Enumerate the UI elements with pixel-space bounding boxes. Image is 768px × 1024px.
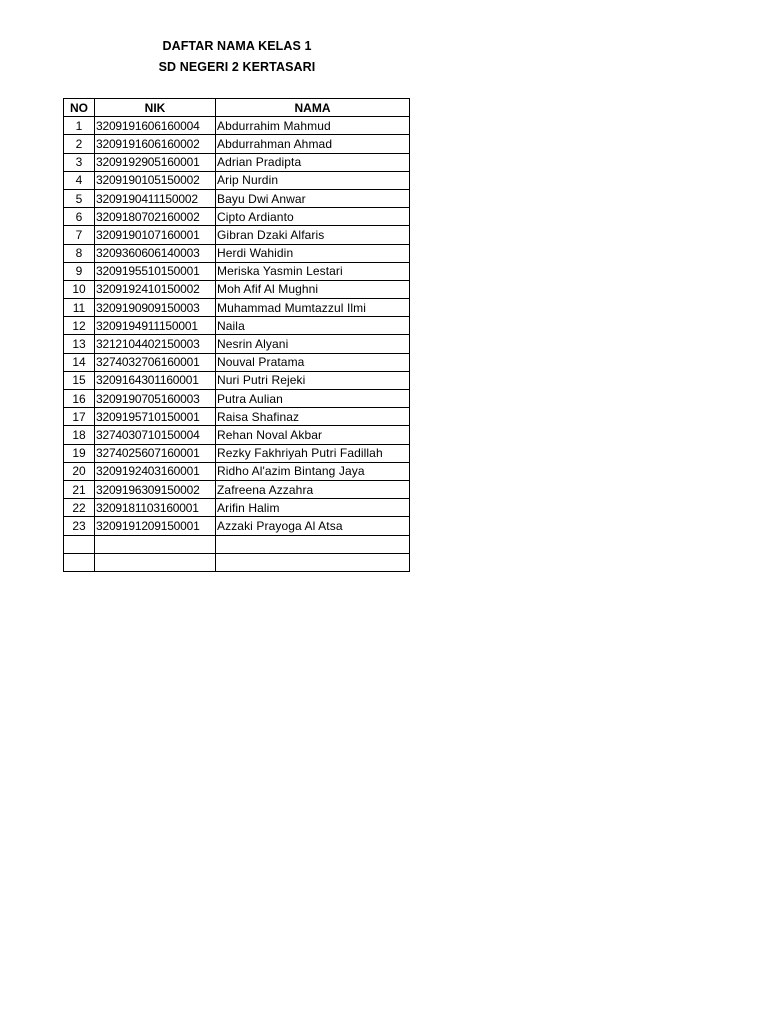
row-number-cell: 17 <box>64 408 95 426</box>
table-row <box>64 408 410 426</box>
nik-cell: 3209360606140003 <box>95 244 216 262</box>
table-row <box>64 208 410 226</box>
table-row <box>64 171 410 189</box>
student-name-cell: Arifin Halim <box>216 499 410 517</box>
student-name-cell: Adrian Pradipta <box>216 153 410 171</box>
table-row <box>64 189 410 207</box>
nik-cell: 3209190411150002 <box>95 189 216 207</box>
student-name-cell: Rehan Noval Akbar <box>216 426 410 444</box>
student-name-cell: Abdurrahman Ahmad <box>216 135 410 153</box>
table-row <box>64 299 410 317</box>
row-number-cell: 23 <box>64 517 95 535</box>
student-name-cell: Zafreena Azzahra <box>216 480 410 498</box>
row-number-cell: 14 <box>64 353 95 371</box>
student-name-cell: Arip Nurdin <box>216 171 410 189</box>
student-name-cell <box>216 553 410 571</box>
row-number-cell: 3 <box>64 153 95 171</box>
row-number-cell: 9 <box>64 262 95 280</box>
column-header-no: NO <box>64 99 95 117</box>
nik-cell: 3209190107160001 <box>95 226 216 244</box>
table-row <box>64 262 410 280</box>
student-name-cell: Muhammad Mumtazzul Ilmi <box>216 299 410 317</box>
table-row <box>64 517 410 535</box>
row-number-cell: 16 <box>64 390 95 408</box>
row-number-cell: 22 <box>64 499 95 517</box>
row-number-cell: 8 <box>64 244 95 262</box>
nik-cell: 3274030710150004 <box>95 426 216 444</box>
student-name-cell: Bayu Dwi Anwar <box>216 189 410 207</box>
row-number-cell <box>64 535 95 553</box>
nik-cell: 3209180702160002 <box>95 208 216 226</box>
column-header-nik: NIK <box>95 99 216 117</box>
nik-cell: 3209191606160004 <box>95 117 216 135</box>
school-name: SD NEGERI 2 KERTASARI <box>158 60 316 74</box>
student-name-cell: Moh Afif Al Mughni <box>216 280 410 298</box>
nik-cell <box>95 553 216 571</box>
row-number-cell: 21 <box>64 480 95 498</box>
row-number-cell: 12 <box>64 317 95 335</box>
table-row <box>64 480 410 498</box>
table-row <box>64 353 410 371</box>
table-row <box>64 226 410 244</box>
student-name-cell: Ridho Al'azim Bintang Jaya <box>216 462 410 480</box>
row-number-cell: 7 <box>64 226 95 244</box>
table-header-row <box>64 99 410 117</box>
table-row <box>64 499 410 517</box>
table-row <box>64 371 410 389</box>
table-row <box>64 153 410 171</box>
row-number-cell: 11 <box>64 299 95 317</box>
nik-cell: 3209195710150001 <box>95 408 216 426</box>
nik-cell: 3209192410150002 <box>95 280 216 298</box>
student-name-cell: Nouval Pratama <box>216 353 410 371</box>
row-number-cell: 2 <box>64 135 95 153</box>
table-row <box>64 244 410 262</box>
student-name-cell: Nesrin Alyani <box>216 335 410 353</box>
student-name-cell: Nuri Putri Rejeki <box>216 371 410 389</box>
row-number-cell: 13 <box>64 335 95 353</box>
row-number-cell: 5 <box>64 189 95 207</box>
nik-cell: 3209190909150003 <box>95 299 216 317</box>
nik-cell: 3209196309150002 <box>95 480 216 498</box>
table-row <box>64 462 410 480</box>
student-name-cell: Putra Aulian <box>216 390 410 408</box>
student-name-cell: Gibran Dzaki Alfaris <box>216 226 410 244</box>
row-number-cell: 6 <box>64 208 95 226</box>
row-number-cell: 20 <box>64 462 95 480</box>
nik-cell: 3209194911150001 <box>95 317 216 335</box>
student-roster-table <box>63 98 410 572</box>
nik-cell: 3209191209150001 <box>95 517 216 535</box>
table-row <box>64 280 410 298</box>
nik-cell: 3212104402150003 <box>95 335 216 353</box>
student-name-cell: Abdurrahim Mahmud <box>216 117 410 135</box>
row-number-cell: 15 <box>64 371 95 389</box>
table-row <box>64 553 410 571</box>
student-name-cell: Raisa Shafinaz <box>216 408 410 426</box>
table-row <box>64 117 410 135</box>
row-number-cell: 18 <box>64 426 95 444</box>
nik-cell: 3209191606160002 <box>95 135 216 153</box>
nik-cell: 3209192403160001 <box>95 462 216 480</box>
nik-cell: 3209190705160003 <box>95 390 216 408</box>
table-body <box>64 117 410 572</box>
document-title: DAFTAR NAMA KELAS 1 <box>162 39 312 53</box>
row-number-cell: 10 <box>64 280 95 298</box>
student-name-cell: Rezky Fakhriyah Putri Fadillah <box>216 444 410 462</box>
nik-cell: 3209192905160001 <box>95 153 216 171</box>
nik-cell: 3209181103160001 <box>95 499 216 517</box>
table-row <box>64 444 410 462</box>
student-name-cell: Meriska Yasmin Lestari <box>216 262 410 280</box>
nik-cell: 3274032706160001 <box>95 353 216 371</box>
student-name-cell: Herdi Wahidin <box>216 244 410 262</box>
student-name-cell: Naila <box>216 317 410 335</box>
table-row <box>64 317 410 335</box>
nik-cell: 3209190105150002 <box>95 171 216 189</box>
student-name-cell <box>216 535 410 553</box>
student-name-cell: Azzaki Prayoga Al Atsa <box>216 517 410 535</box>
table-row <box>64 535 410 553</box>
table-row <box>64 135 410 153</box>
row-number-cell: 19 <box>64 444 95 462</box>
table-row <box>64 390 410 408</box>
table-row <box>64 335 410 353</box>
nik-cell: 3274025607160001 <box>95 444 216 462</box>
nik-cell <box>95 535 216 553</box>
table-row <box>64 426 410 444</box>
student-name-cell: Cipto Ardianto <box>216 208 410 226</box>
nik-cell: 3209195510150001 <box>95 262 216 280</box>
row-number-cell: 1 <box>64 117 95 135</box>
row-number-cell: 4 <box>64 171 95 189</box>
row-number-cell <box>64 553 95 571</box>
nik-cell: 3209164301160001 <box>95 371 216 389</box>
column-header-nama: NAMA <box>216 99 410 117</box>
